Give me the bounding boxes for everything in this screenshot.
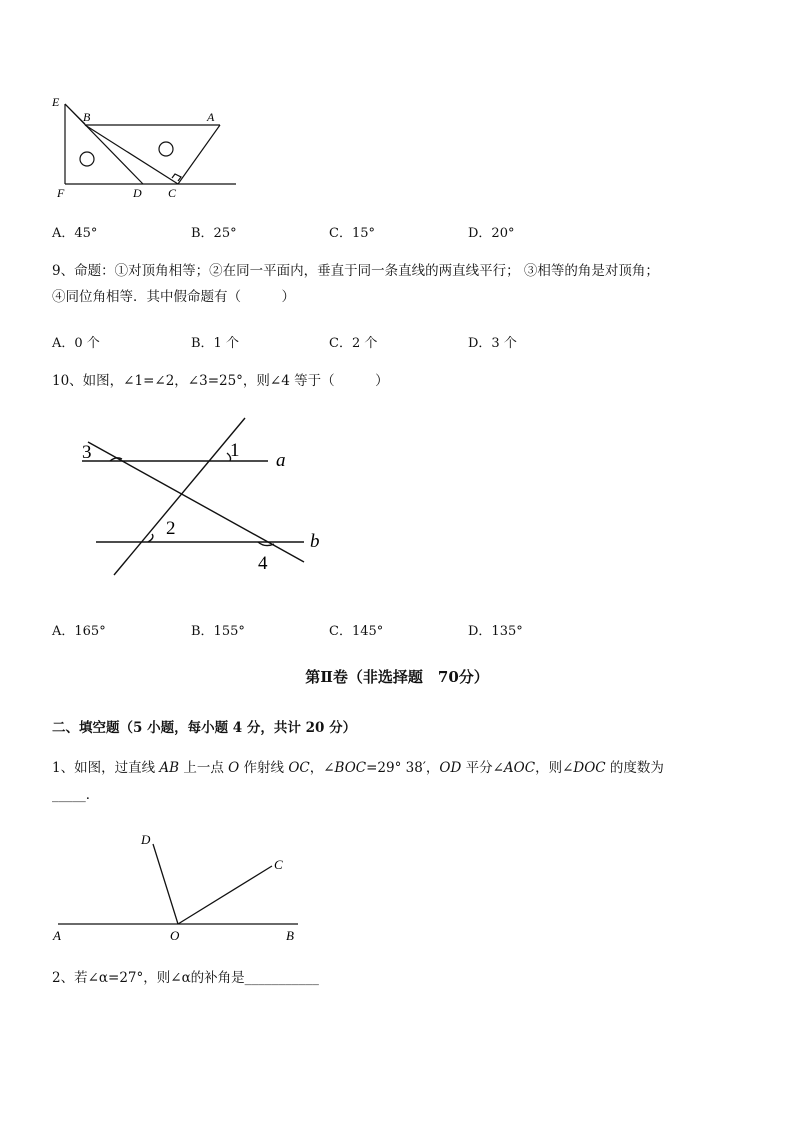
fill1-symbol-AOC: AOC xyxy=(503,760,536,776)
q8-option-b[interactable]: B．25° xyxy=(191,226,237,241)
q8-circle-left xyxy=(80,152,94,166)
fill1-text-part: 作射线 xyxy=(239,760,289,776)
q10-transversal-shallow xyxy=(88,442,304,562)
fill1-text-part: =29° 38′， xyxy=(366,760,440,776)
q8-label-D: D xyxy=(133,186,142,200)
q10-option-b[interactable]: B．155° xyxy=(191,624,245,639)
fill1-text-part: 上一点 xyxy=(179,760,229,776)
q10-text: 10、如图，∠1=∠2，∠3=25°，则∠4 等于（ ） xyxy=(52,373,389,389)
q8-option-c[interactable]: C．15° xyxy=(329,226,375,241)
fill1-text-part: ，则∠ xyxy=(535,760,574,776)
q10-transversal-steep xyxy=(114,418,245,575)
q8-line-BC xyxy=(85,125,178,184)
part2-title: 第Ⅱ卷（非选择题 70分） xyxy=(305,668,489,686)
fill1-symbol-OD: OD xyxy=(439,760,462,776)
fill1-label-O: O xyxy=(170,928,180,943)
fill1-symbol-AB: AB xyxy=(159,760,180,776)
q8-option-d[interactable]: D．20° xyxy=(468,226,515,241)
q9-options xyxy=(52,332,692,352)
fill1-symbol-DOC: DOC xyxy=(573,760,606,776)
q10-figure xyxy=(70,410,340,590)
q9-line2: ④同位角相等．其中假命题有（ ） xyxy=(52,289,295,305)
fill1-label-A: A xyxy=(53,928,61,943)
fill1-text-part: 平分∠ xyxy=(461,760,504,776)
q8-label-B: B xyxy=(83,110,91,124)
fill1-ray-OC xyxy=(178,866,272,924)
fill1-label-B: B xyxy=(286,928,294,943)
section-fill-in-title: 二、填空题（5 小题，每小题 4 分，共计 20 分） xyxy=(52,720,357,736)
fill1-figure xyxy=(48,822,308,947)
q8-figure xyxy=(40,90,250,205)
q10-option-c[interactable]: C．145° xyxy=(329,624,384,639)
fill2-text: 2、若∠α=27°，则∠α的补角是___________ xyxy=(52,970,319,986)
q9-option-c[interactable]: C．2 个 xyxy=(329,336,378,351)
q8-line-ED xyxy=(65,104,143,184)
fill1-symbol-O: O xyxy=(228,760,240,776)
fill1-ray-OD xyxy=(153,844,178,924)
q9-option-a[interactable]: A．0 个 xyxy=(52,336,100,351)
fill1-symbol-BOC: BOC xyxy=(334,760,367,776)
q10-option-d[interactable]: D．135° xyxy=(468,624,523,639)
fill1-symbol-OC: OC xyxy=(288,760,310,776)
fill1-text xyxy=(52,755,664,781)
q8-right-angle-mark xyxy=(172,174,181,181)
q10-label-4: 4 xyxy=(258,553,268,574)
q10-label-1: 1 xyxy=(230,440,240,461)
fill1-label-C: C xyxy=(274,857,283,872)
q9-option-b[interactable]: B．1 个 xyxy=(191,336,239,351)
q9-line1: 9、命题：①对顶角相等；②在同一平面内，垂直于同一条直线的两直线平行； ③相等的角是对顶角； xyxy=(52,263,659,279)
q8-label-E: E xyxy=(52,95,60,109)
fill1-answer-blank[interactable]: _____． xyxy=(52,787,100,803)
q10-option-a[interactable]: A．165° xyxy=(52,624,106,639)
q10-arc-angle-2 xyxy=(148,534,153,542)
q8-label-C: C xyxy=(168,186,177,200)
q8-options xyxy=(52,222,692,242)
fill1-text-part: ，∠ xyxy=(309,760,335,776)
fill1-text-part: 的度数为 xyxy=(605,760,664,776)
fill1-text-part: 1、如图，过直线 xyxy=(52,760,160,776)
fill1-label-D: D xyxy=(141,832,151,847)
q10-label-3: 3 xyxy=(82,442,92,463)
q8-option-a[interactable]: A．45° xyxy=(52,226,98,241)
q10-options xyxy=(52,620,692,640)
q8-label-F: F xyxy=(57,186,65,200)
q8-circle-right xyxy=(159,142,173,156)
q9-option-d[interactable]: D．3 个 xyxy=(468,336,517,351)
q10-label-b: b xyxy=(310,531,320,552)
q8-label-A: A xyxy=(207,110,215,124)
q10-label-a: a xyxy=(276,450,286,471)
q8-line-AC xyxy=(178,125,220,184)
q10-label-2: 2 xyxy=(166,518,176,539)
